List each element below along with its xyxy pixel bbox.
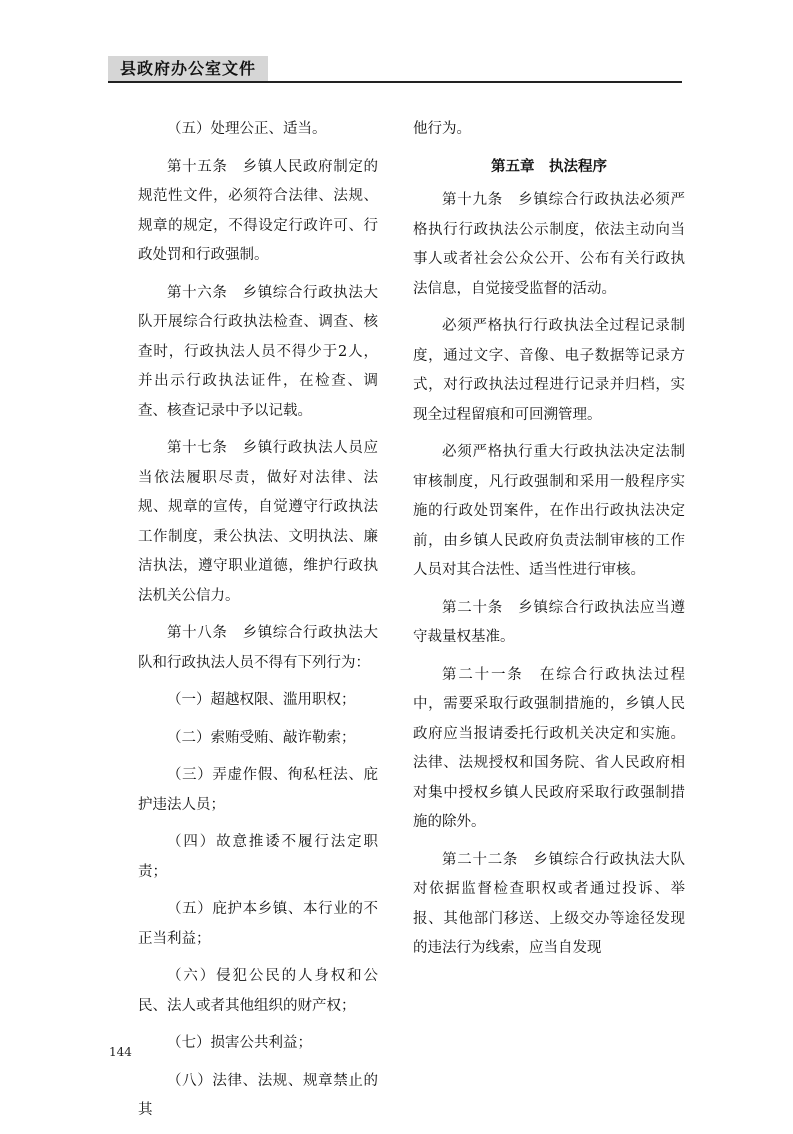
paragraph: 必须严格执行行政执法全过程记录制度，通过文字、音像、电子数据等记录方式，对行政执法过程进行记录并归档，实现全过程留痕和可回溯管理。 — [413, 318, 685, 423]
paragraph: 必须严格执行重大行政执法决定法制审核制度，凡行政强制和采用一般程序实施的行政处罚案件，在作出行政执法决定前，由乡镇人民政府负责法制审核的工作人员对其合法性、适当性进行审核。 — [413, 444, 685, 578]
list-item: （六）侵犯公民的人身权和公民、法人或者其他组织的财产权； — [138, 968, 378, 1014]
list-item: （八）法律、法规、规章禁止的其 — [138, 1072, 378, 1118]
list-item: （五）庇护本乡镇、本行业的不正当利益； — [138, 901, 378, 947]
header-rule — [108, 81, 682, 83]
continuation-text: 他行为。 — [413, 121, 471, 137]
page-number: 144 — [109, 1045, 132, 1059]
right-column — [413, 115, 685, 972]
list-item: （二）索贿受贿、敲诈勒索； — [167, 729, 356, 746]
article-22: 第二十二条 乡镇综合行政执法大队对依据监督检查职权或者通过投诉、举报、其他部门移送、上级交办等途径发现的违法行为线索，应当自发现 — [413, 851, 685, 956]
document-header-title: 县政府办公室文件 — [120, 59, 257, 78]
chapter-title: 第五章 执法程序 — [491, 158, 607, 175]
article-15: 第十五条 乡镇人民政府制定的规范性文件，必须符合法律、法规、规章的规定，不得设定行政许可、行政处罚和行政强制。 — [138, 158, 378, 263]
left-column — [138, 115, 378, 1134]
list-item: （七）损害公共利益； — [167, 1035, 312, 1051]
list-item: （四）故意推诿不履行法定职责； — [138, 834, 378, 880]
article-16: 第十六条 乡镇综合行政执法大队开展综合行政执法检查、调查、核查时，行政执法人员不得少于2人，并出示行政执法证件，在检查、调查、核查记录中予以记载。 — [138, 284, 378, 419]
article-18: 第十八条 乡镇综合行政执法大队和行政执法人员不得有下列行为： — [138, 625, 378, 671]
article-19: 第十九条 乡镇综合行政执法必须严格执行行政执法公示制度，依法主动向当事人或者社会公众公开、公布有关行政执法信息，自觉接受监督的活动。 — [413, 192, 685, 297]
article-20: 第二十条 乡镇综合行政执法应当遵守裁量权基准。 — [413, 599, 685, 645]
paragraph: （五）处理公正、适当。 — [167, 121, 327, 137]
article-17: 第十七条 乡镇行政执法人员应当依法履职尽责，做好对法律、法规、规章的宣传，自觉遵守行政执法工作制度，秉公执法、文明执法、廉洁执法，遵守职业道德，维护行政执法机关公信力。 — [138, 440, 378, 604]
list-item: （一）超越权限、滥用职权； — [167, 692, 356, 708]
list-item: （三）弄虚作假、徇私枉法、庇护违法人员； — [138, 767, 378, 813]
article-21: 第二十一条 在综合行政执法过程中，需要采取行政强制措施的，乡镇人民政府应当报请委托行政机关决定和实施。法律、法规授权和国务院、省人民政府相对集中授权乡镇人民政府采取行政强制措施的除外。 — [413, 666, 685, 830]
